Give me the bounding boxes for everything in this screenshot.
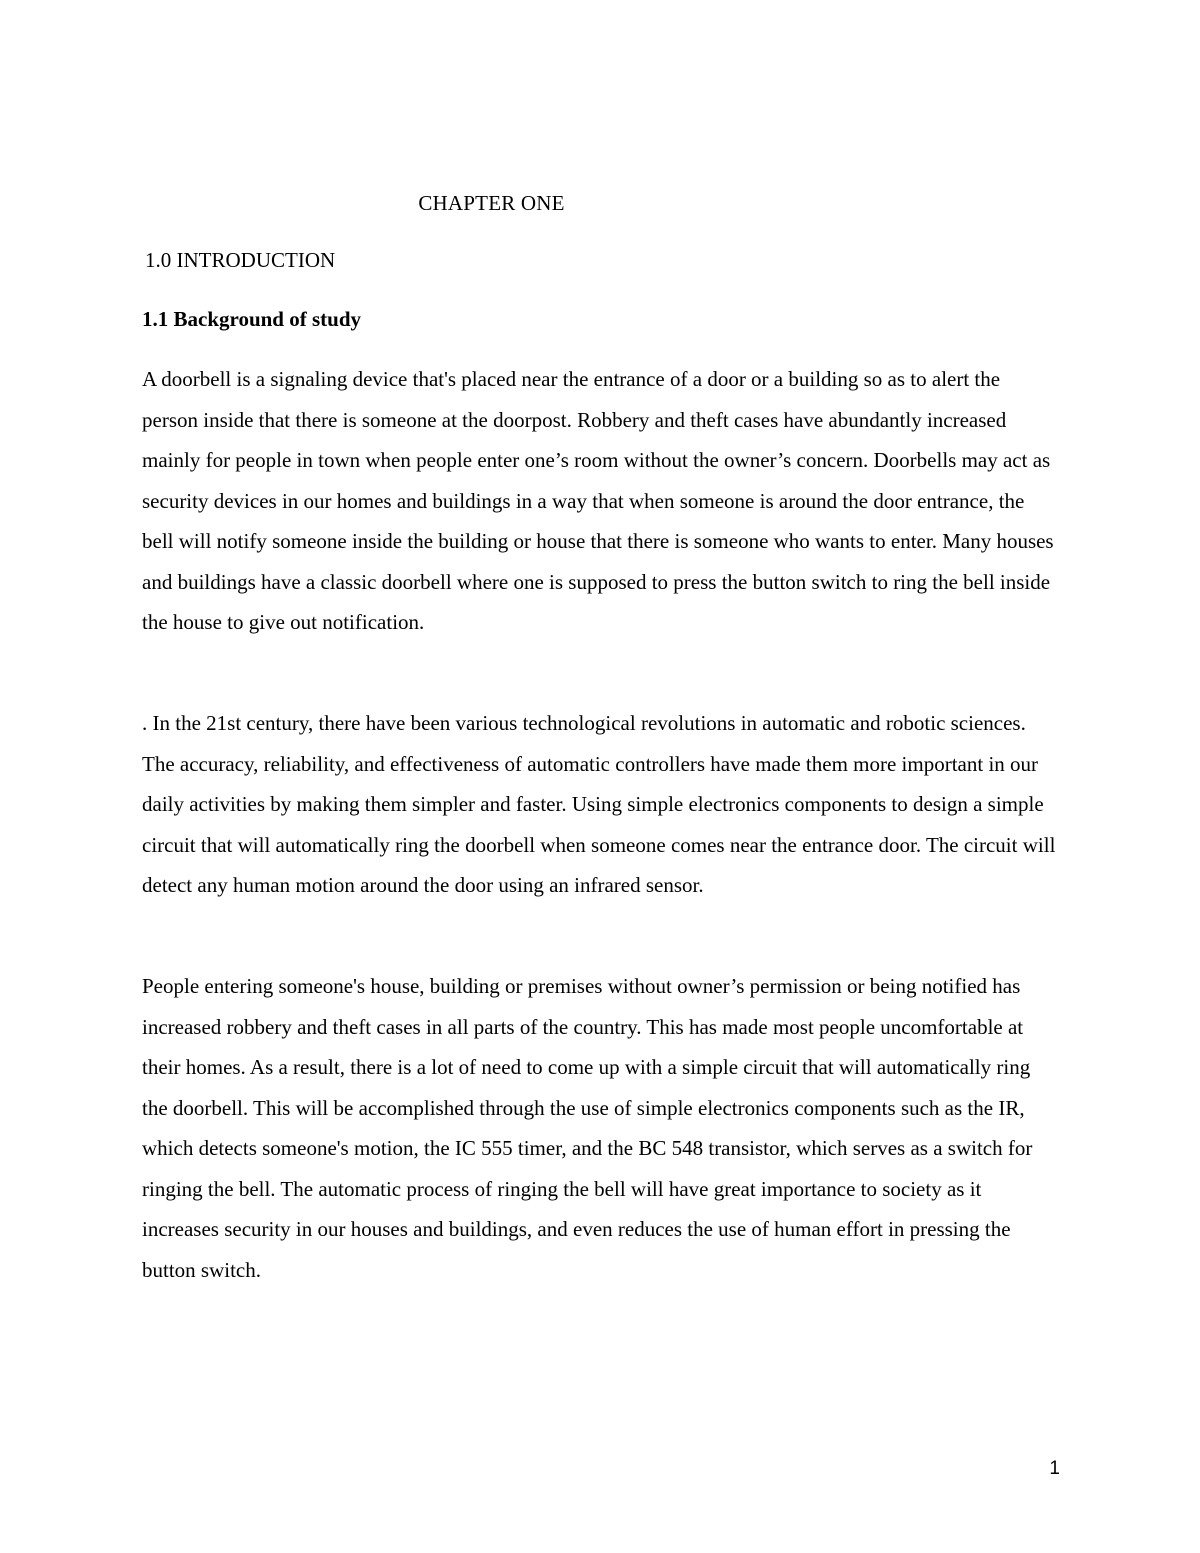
paragraph: A doorbell is a signaling device that's placed near the entrance of a door or a building so as to alert the person inside that there is someone at the doorpost. Robbery and theft cases have abundantly increased mainly for people in town when people enter one’s room without the owner’s concern. Doorbells may act as security devices in our homes and buildings in a way that when someone is around the door entrance, the bell will notify someone inside the building or house that there is someone who wants to enter. Many houses and buildings have a classic doorbell where one is supposed to press the button switch to ring the bell inside the house to give out notification. (142, 367, 1054, 634)
paragraph: People entering someone's house, building or premises without owner’s permission or being notified has increased robbery and theft cases in all parts of the country. This has made most people uncomfortable at their homes. As a result, there is a lot of need to come up with a simple circuit that will automatically ring the doorbell. This will be accomplished through the use of simple electronics components such as the IR, which detects someone's motion, the IC 555 timer, and the BC 548 transistor, which serves as a switch for ringing the bell. The automatic process of ringing the bell will have great importance to society as it increases security in our houses and buildings, and even reduces the use of human effort in pressing the button switch. (142, 974, 1033, 1282)
page-number: 1 (1049, 1458, 1060, 1479)
chapter-title: CHAPTER ONE (418, 191, 565, 215)
paragraph: . In the 21st century, there have been various technological revolutions in automatic and robotic sciences. The accuracy, reliability, and effectiveness of automatic controllers have made them more important in our daily activities by making them simpler and faster. Using simple electronics components to design a simple circuit that will automatically ring the doorbell when someone comes near the entrance door. The circuit will detect any human motion around the door using an infrared sensor. (142, 711, 1056, 897)
section-heading: 1.0 INTRODUCTION (145, 248, 336, 272)
subsection-heading: 1.1 Background of study (142, 307, 362, 331)
